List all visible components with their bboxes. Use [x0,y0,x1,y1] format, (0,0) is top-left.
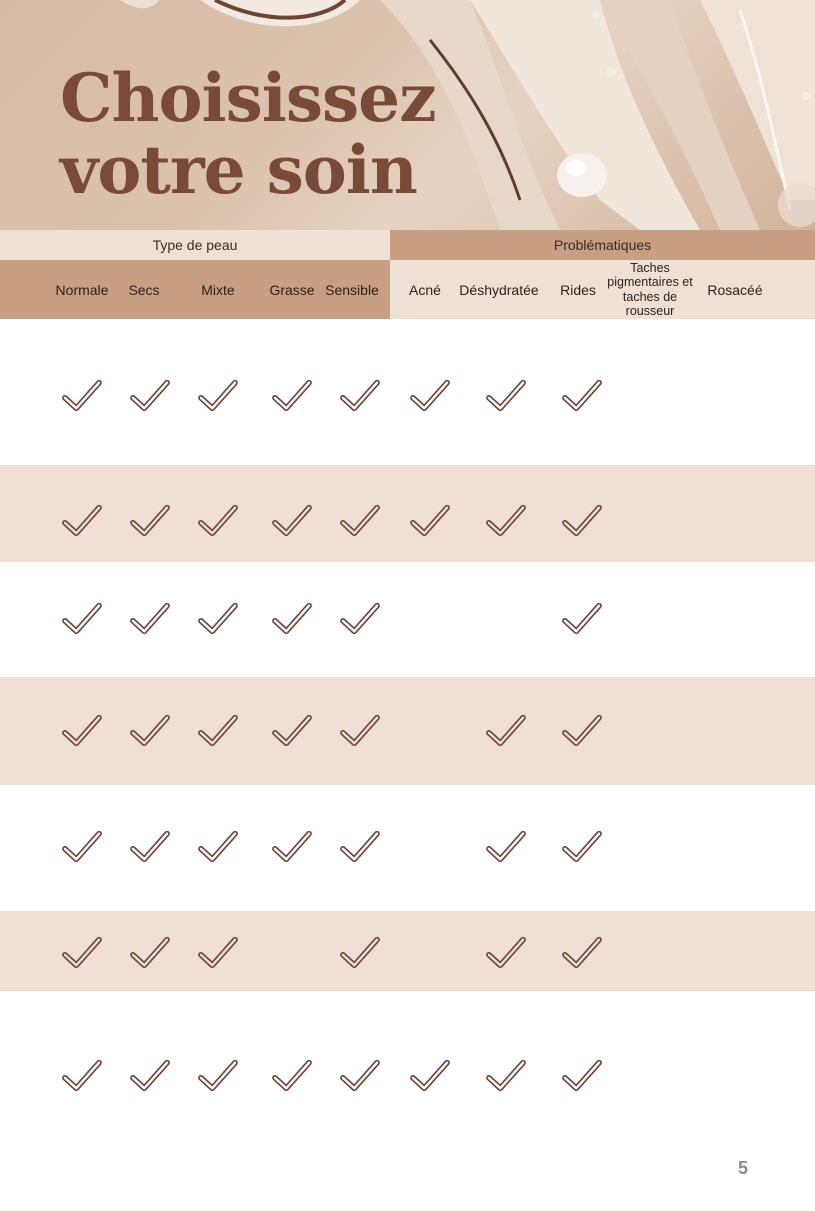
checkmark-icon [194,828,242,864]
checkmark-icon [406,377,454,413]
column-header-sensible: Sensible [325,281,379,298]
table-row [0,785,815,911]
group-header-skin-type: Type de peau [0,230,390,260]
checkmark-icon [558,712,606,748]
checkmark-icon [58,934,106,970]
checkmark-icon [482,712,530,748]
checkmark-icon [336,377,384,413]
checkmark-icon [126,934,174,970]
checkmark-icon [482,377,530,413]
title-line-1: Choisissez [60,59,436,137]
checkmark-icon [58,600,106,636]
checkmark-icon [558,828,606,864]
column-header-grasse: Grasse [269,281,315,298]
table-row [0,465,815,562]
column-header-acne: Acné [409,281,441,298]
checkmark-icon [558,377,606,413]
checkmark-icon [558,1057,606,1093]
column-header-mixte: Mixte [201,281,235,298]
checkmark-icon [58,712,106,748]
checkmark-icon [58,828,106,864]
checkmark-icon [268,600,316,636]
table-row [0,991,815,1141]
checkmark-icon [126,377,174,413]
checkmark-icon [336,712,384,748]
checkmark-icon [336,1057,384,1093]
checkmark-icon [126,712,174,748]
table-row [0,677,815,785]
checkmark-icon [336,600,384,636]
table-row [0,319,815,465]
checkmark-icon [58,1057,106,1093]
checkmark-icon [58,502,106,538]
checkmark-icon [194,712,242,748]
checkmark-icon [194,934,242,970]
table-row [0,911,815,991]
checkmark-icon [482,1057,530,1093]
table-row [0,562,815,677]
checkmark-icon [126,1057,174,1093]
checkmark-icon [482,828,530,864]
title-line-2: votre soin [60,131,417,209]
checkmark-icon [482,502,530,538]
hero-banner [0,0,815,230]
checkmark-icon [126,828,174,864]
column-header-secs: Secs [128,281,160,298]
checkmark-icon [406,502,454,538]
checkmark-icon [268,712,316,748]
checkmark-icon [58,377,106,413]
checkmark-icon [126,502,174,538]
column-header-rosacee: Rosacéé [707,281,763,298]
checkmark-icon [336,502,384,538]
checkmark-icon [194,600,242,636]
column-header-normale: Normale [55,281,109,298]
checkmark-icon [268,828,316,864]
checkmark-icon [194,502,242,538]
page-title [60,59,436,209]
checkmark-icon [194,1057,242,1093]
column-header-deshydratee: Déshydratée [459,281,539,298]
page-number: 5 [738,1158,749,1178]
checkmark-icon [406,1057,454,1093]
checkmark-icon [268,377,316,413]
table-column-header [0,260,815,319]
group-header-concerns: Problématiques [390,230,815,260]
checkmark-icon [194,377,242,413]
column-header-rides: Rides [560,281,596,298]
checkmark-icon [558,934,606,970]
checkmark-icon [268,502,316,538]
checkmark-icon [268,1057,316,1093]
table-group-header [0,230,815,260]
checkmark-icon [126,600,174,636]
checkmark-icon [336,828,384,864]
checkmark-icon [558,502,606,538]
checkmark-icon [482,934,530,970]
column-header-taches: Taches pigmentaires et taches de rousseur [607,260,693,318]
checkmark-icon [558,600,606,636]
checkmark-icon [336,934,384,970]
